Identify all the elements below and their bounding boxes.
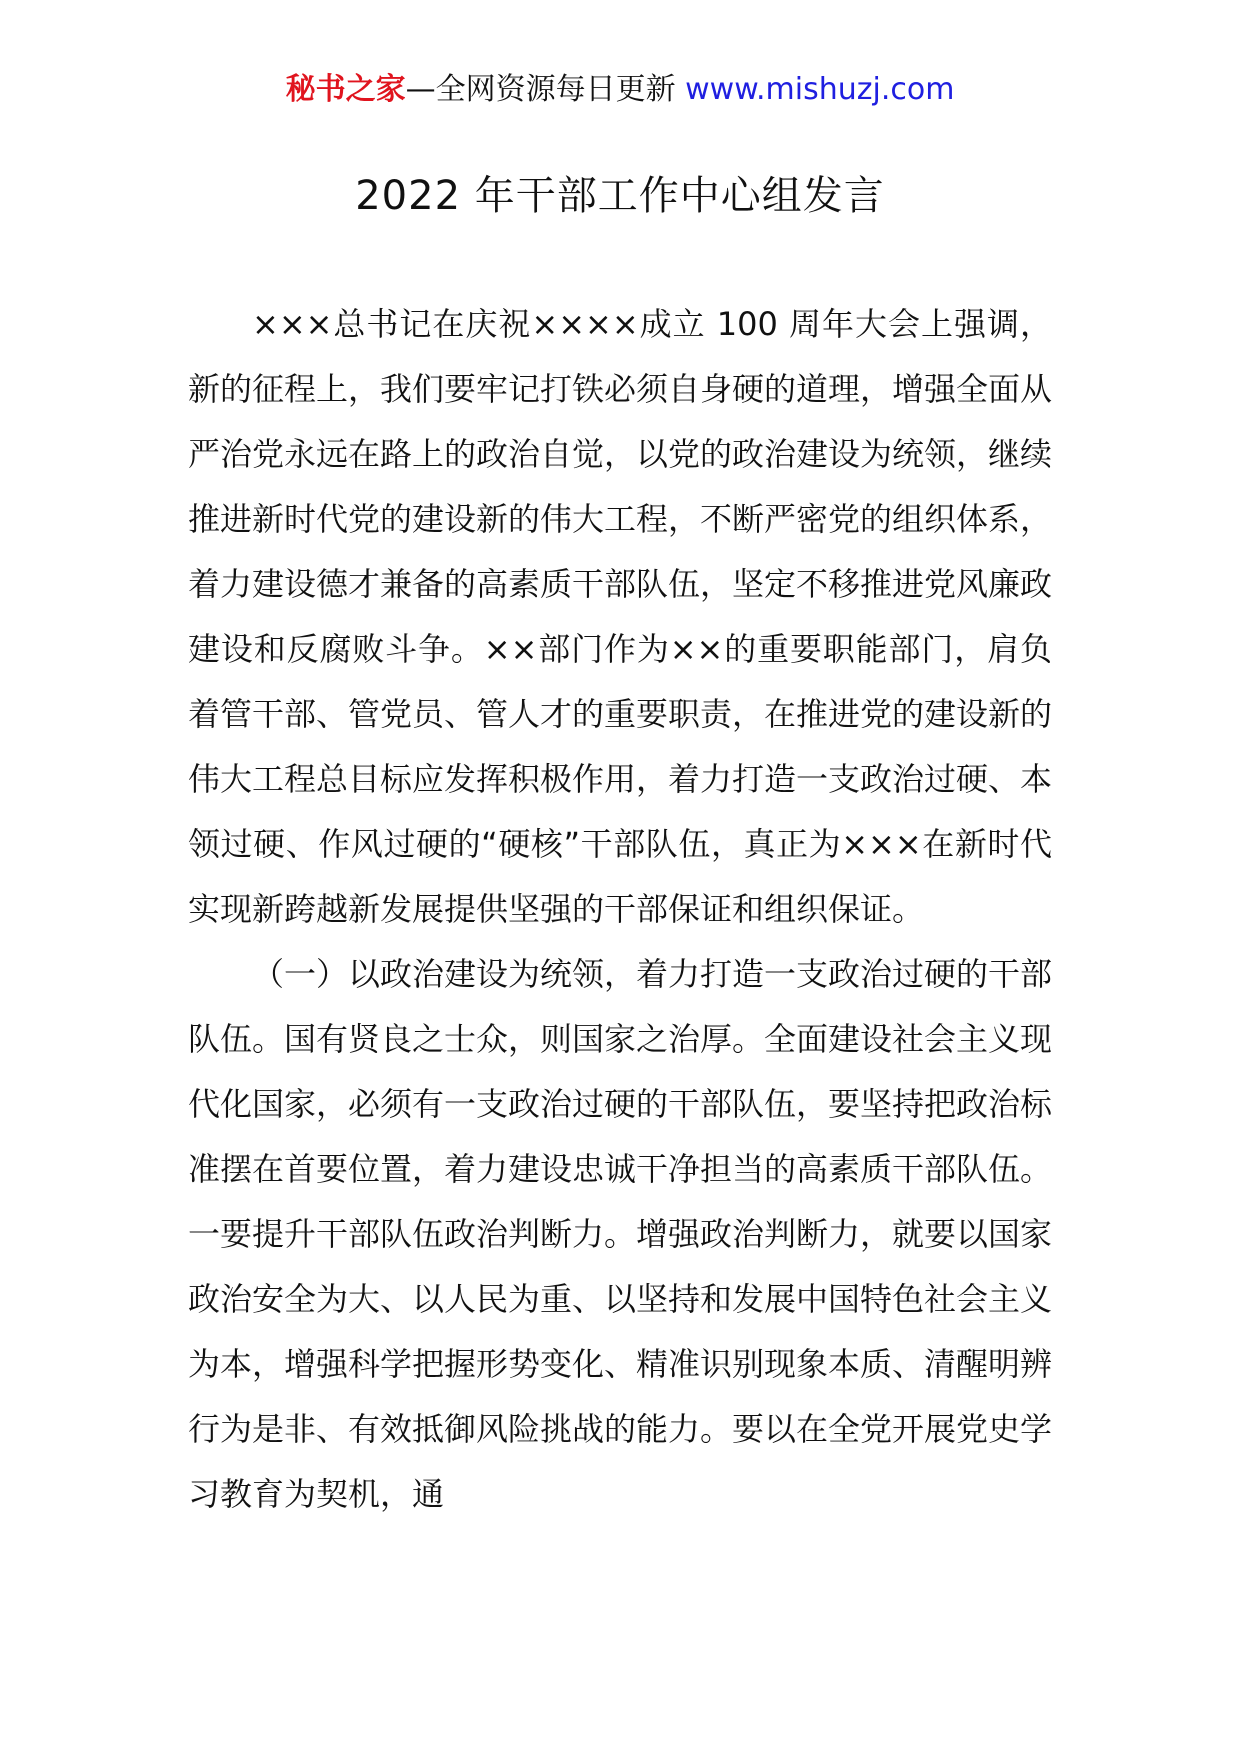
header-tagline: —全网资源每日更新 (405, 72, 686, 107)
paragraph-section-1: （一）以政治建设为统领，着力打造一支政治过硬的干部队伍。国有贤良之士众，则国家之治厚。全面建设社会主义现代化国家，必须有一支政治过硬的干部队伍，要坚持把政治标准摆在首要位置，着力建设忠诚干净担当的高素质干部队伍。一要提升干部队伍政治判断力。增强政治判断力，就要以国家政治安全为大、以人民为重、以坚持和发展中国特色社会主义为本，增强科学把握形势变化、精准识别现象本质、清醒明辨行为是非、有效抵御风险挑战的能力。要以在全党开展党史学习教育为契机，通 (188, 955, 1053, 1513)
document-body (188, 292, 1052, 1527)
paragraph-intro: ×××总书记在庆祝××××成立 100 周年大会上强调，新的征程上，我们要牢记打铁必须自身硬的道理，增强全面从严治党永远在路上的政治自觉，以党的政治建设为统领，继续推进新时代党的建设新的伟大工程，不断严密党的组织体系，着力建设德才兼备的高素质干部队伍，坚定不移推进党风廉政建设和反腐败斗争。××部门作为××的重要职能部门，肩负着管干部、管党员、管人才的重要职责，在推进党的建设新的伟大工程总目标应发挥积极作用，着力打造一支政治过硬、本领过硬、作风过硬的“硬核”干部队伍，真正为×××在新时代实现新跨越新发展提供坚强的干部保证和组织保证。 (188, 305, 1053, 928)
header-banner (0, 70, 1240, 110)
document-title: 2022 年干部工作中心组发言 (355, 173, 885, 219)
brand-name: 秘书之家 (285, 72, 406, 107)
site-url-link[interactable]: www.mishuzj.com (685, 72, 955, 107)
